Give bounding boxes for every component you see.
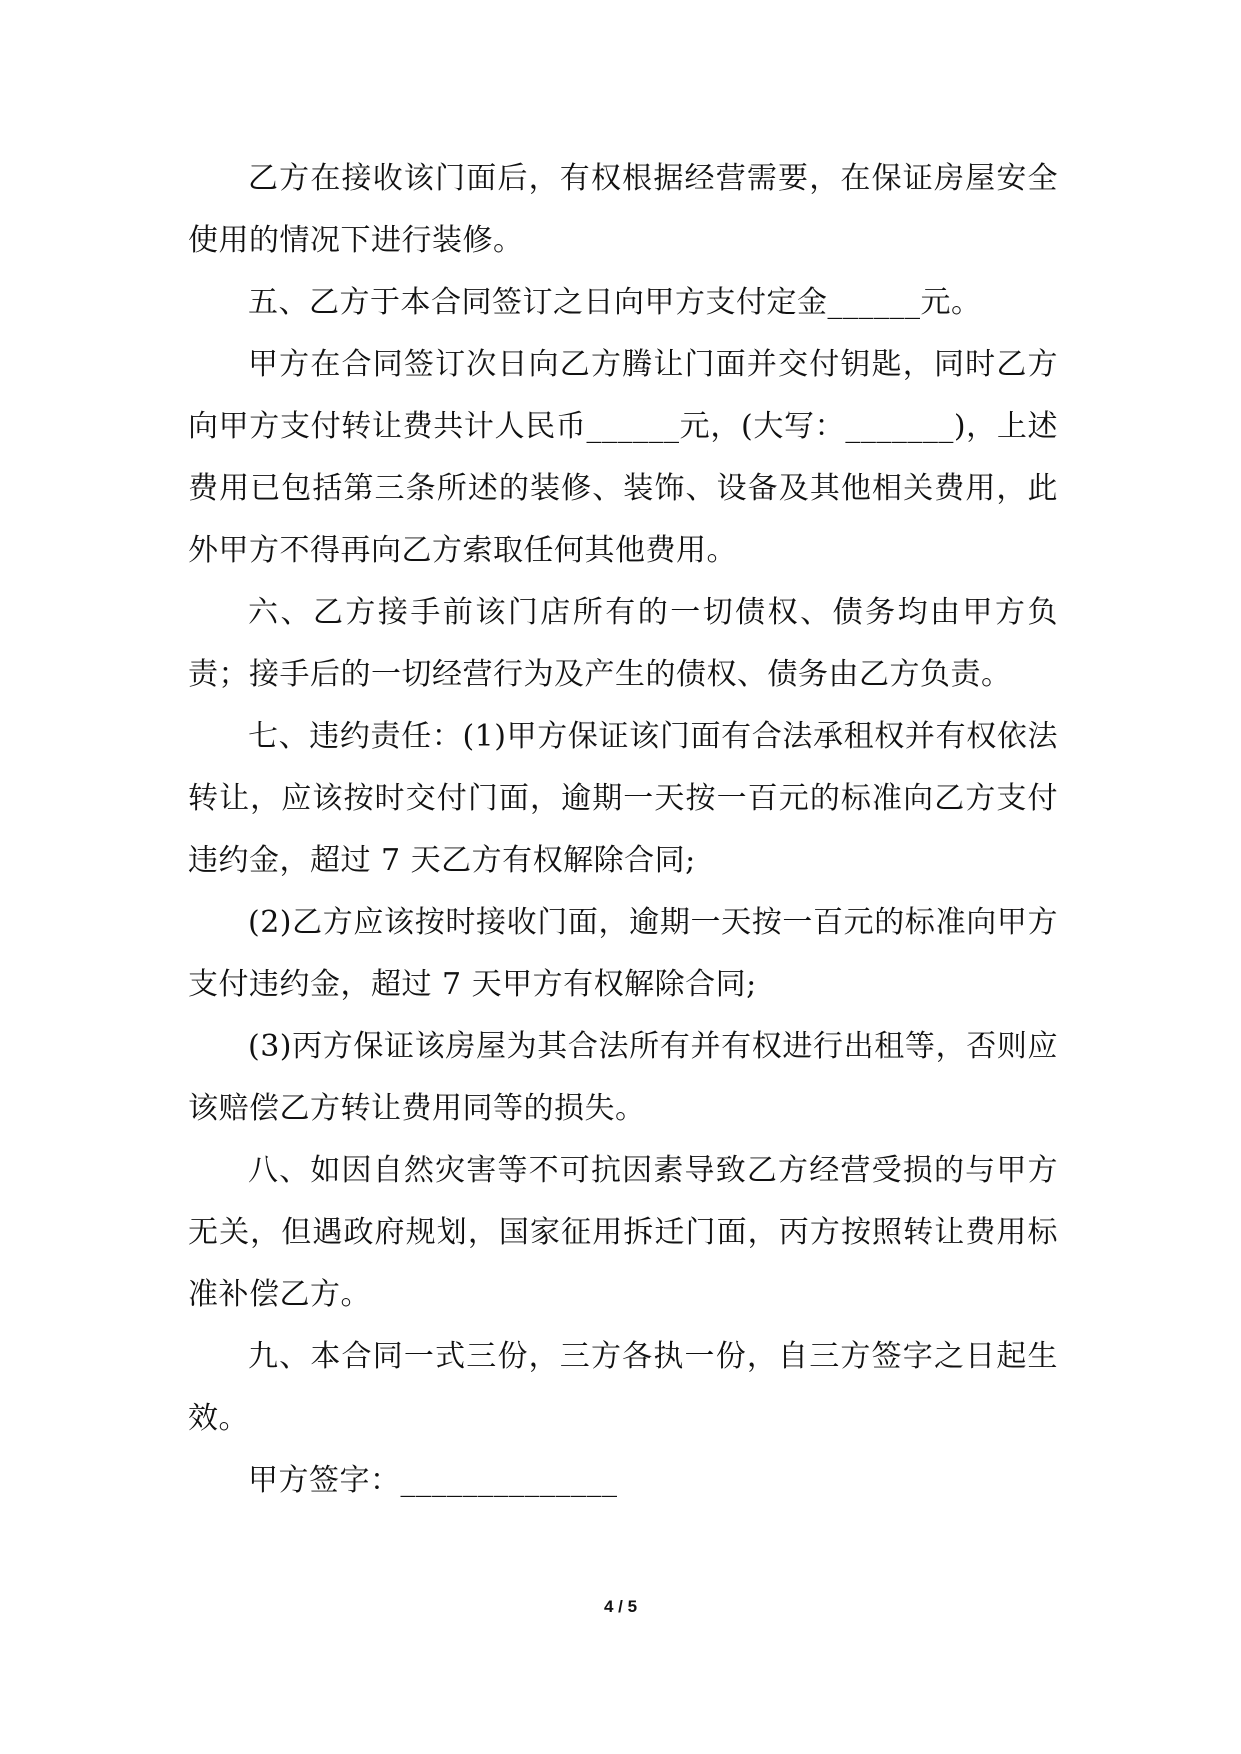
paragraph-clause-7-item-2: (2)乙方应该按时接收门面，逾期一天按一百元的标准向甲方支付违约金，超过 7 天甲方有权解除合同; <box>188 905 1058 1002</box>
paragraph-clause-5-deposit: 五、乙方于本合同签订之日向甲方支付定金______元。 <box>248 285 982 320</box>
document-body <box>188 148 1058 1512</box>
paragraph-clause-8-force-majeure: 八、如因自然灾害等不可抗因素导致乙方经营受损的与甲方无关，但遇政府规划，国家征用拆迁门面，丙方按照转让费用标准补偿乙方。 <box>188 1153 1058 1312</box>
page-number: 4 / 5 <box>603 1597 638 1616</box>
paragraph-clause-6-debts: 六、乙方接手前该门店所有的一切债权、债务均由甲方负责；接手后的一切经营行为及产生的债权、债务由乙方负责。 <box>188 595 1058 692</box>
paragraph-renovation: 乙方在接收该门面后，有权根据经营需要，在保证房屋安全使用的情况下进行装修。 <box>188 161 1058 258</box>
signature-line-party-a: 甲方签字：______________ <box>248 1463 618 1498</box>
paragraph-clause-9-copies: 九、本合同一式三份，三方各执一份，自三方签字之日起生效。 <box>188 1339 1058 1436</box>
paragraph-clause-7-breach: 七、违约责任：(1)甲方保证该门面有合法承租权并有权依法转让，应该按时交付门面，逾期一天按一百元的标准向乙方支付违约金，超过 7 天乙方有权解除合同; <box>188 719 1058 878</box>
paragraph-clause-7-item-3: (3)丙方保证该房屋为其合法所有并有权进行出租等，否则应该赔偿乙方转让费用同等的损失。 <box>188 1029 1058 1126</box>
paragraph-transfer-fee: 甲方在合同签订次日向乙方腾让门面并交付钥匙，同时乙方向甲方支付转让费共计人民币______元，(大写：_______)，上述费用已包括第三条所述的装修、装饰、设备及其他相关费用，此外甲方不得再向乙方索取任何其他费用。 <box>188 347 1058 568</box>
